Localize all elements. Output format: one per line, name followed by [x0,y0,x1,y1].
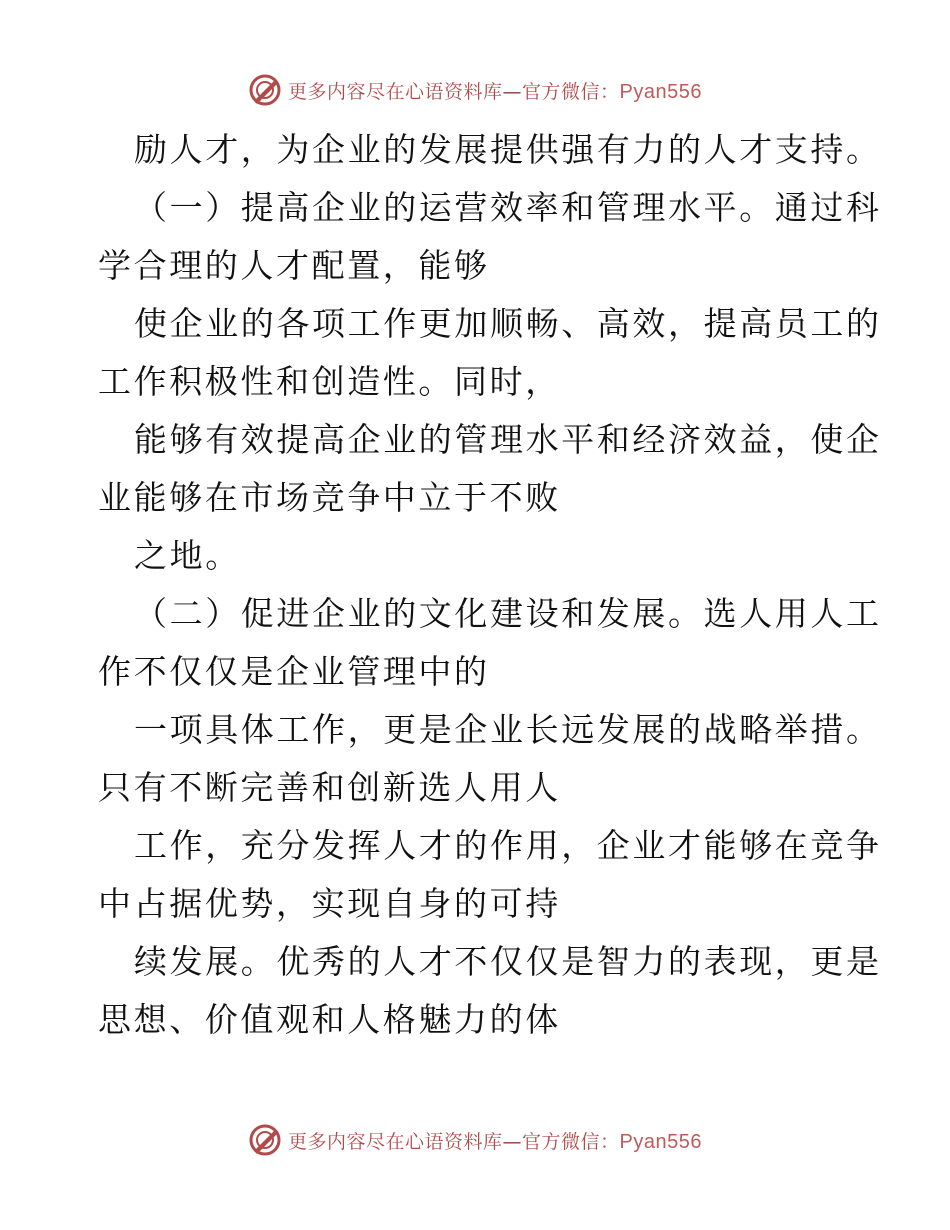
footer-brand: 更多内容尽在心语资料库 [288,1130,503,1153]
body-line: （一）提高企业的运营效率和管理水平。通过科 [134,188,882,227]
body-line: 励人才，为企业的发展提供强有力的人才支持。 [134,130,882,169]
header-text [288,77,702,104]
body-line: 能够有效提高企业的管理水平和经济效益，使企 [134,420,882,459]
pen-logo-icon [248,1123,282,1157]
body-line: 作不仅仅是企业管理中的 [98,652,490,691]
body-line: 学合理的人才配置，能够 [98,246,490,285]
body-line: 工作，充分发挥人才的作用，企业才能够在竞争 [134,826,882,865]
header-brand: 更多内容尽在心语资料库 [288,80,503,103]
header-contact-label: 官方微信： [522,80,620,103]
footer-text [288,1127,702,1154]
header-separator: — [502,80,523,103]
body-line: 工作积极性和创造性。同时， [98,362,561,401]
body-line: 思想、价值观和人格魅力的体 [98,1000,561,1039]
body-line: 使企业的各项工作更加顺畅、高效，提高员工的 [134,304,882,343]
header-banner [0,70,950,110]
body-line: 之地。 [134,536,241,575]
body-line: 续发展。优秀的人才不仅仅是智力的表现，更是 [134,942,882,981]
footer-contact-id: Pyan556 [619,1130,702,1153]
footer-banner [0,1120,950,1160]
body-line: （二）促进企业的文化建设和发展。选人用人工 [134,594,882,633]
body-line: 一项具体工作，更是企业长远发展的战略举措。 [134,710,882,749]
body-line: 中占据优势，实现自身的可持 [98,884,561,923]
body-line: 业能够在市场竞争中立于不败 [98,478,561,517]
body-line: 只有不断完善和创新选人用人 [98,768,561,807]
footer-separator: — [502,1130,523,1153]
pen-logo-icon [248,73,282,107]
header-contact-id: Pyan556 [619,80,702,103]
footer-contact-label: 官方微信： [522,1130,620,1153]
